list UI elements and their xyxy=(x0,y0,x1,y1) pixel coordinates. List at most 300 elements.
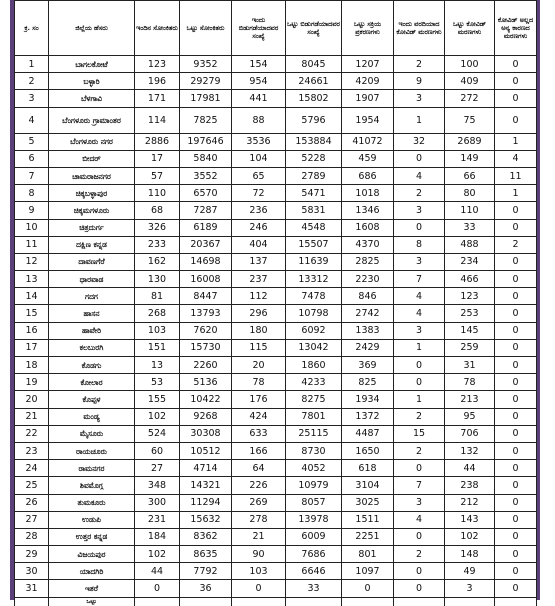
table-cell xyxy=(394,597,445,606)
table-cell: 1907 xyxy=(342,90,394,107)
table-cell: 8 xyxy=(394,236,445,253)
table-cell: 65 xyxy=(232,167,286,184)
table-cell: 8730 xyxy=(286,442,342,459)
table-cell: 233 xyxy=(135,236,180,253)
table-cell: 27 xyxy=(15,511,49,528)
table-cell: 20 xyxy=(232,357,286,374)
table-cell: 196 xyxy=(135,73,180,90)
table-cell: 9268 xyxy=(180,408,232,425)
table-cell: 0 xyxy=(135,580,180,597)
district-name-cell: ತುಮಕೂರು xyxy=(49,494,135,511)
table-cell: 145 xyxy=(445,322,495,339)
header-today-discharged: ಇಂದು ಬಿಡುಗಡೆಯಾದವರ ಸಂಖ್ಯೆ xyxy=(232,1,286,56)
table-cell: 32 xyxy=(394,133,445,150)
table-row xyxy=(15,460,537,477)
table-cell: 369 xyxy=(342,357,394,374)
table-cell: 68 xyxy=(135,202,180,219)
table-cell: 0 xyxy=(495,271,537,288)
table-cell: 268 xyxy=(135,305,180,322)
district-name-cell: ಧಾರವಾಡ xyxy=(49,271,135,288)
table-cell: 1372 xyxy=(342,408,394,425)
district-name-cell: ಗದಗ xyxy=(49,288,135,305)
table-cell: 7792 xyxy=(180,563,232,580)
table-cell: 4548 xyxy=(286,219,342,236)
table-cell: 954 xyxy=(232,73,286,90)
table-cell: 5831 xyxy=(286,202,342,219)
table-cell: 29 xyxy=(15,546,49,563)
table-cell: 0 xyxy=(394,580,445,597)
table-cell: 0 xyxy=(495,339,537,356)
table-cell: 24661 xyxy=(286,73,342,90)
header-serial: ಕ್ರ. ಸಂ xyxy=(15,1,49,56)
table-cell: 23 xyxy=(15,442,49,459)
table-cell: 348 xyxy=(135,477,180,494)
table-cell: 5228 xyxy=(286,150,342,167)
table-cell: 1 xyxy=(495,133,537,150)
table-cell: 296 xyxy=(232,305,286,322)
table-cell: 8635 xyxy=(180,546,232,563)
table-cell: 524 xyxy=(135,425,180,442)
table-cell: 0 xyxy=(394,357,445,374)
table-cell: 123 xyxy=(445,288,495,305)
table-row xyxy=(15,150,537,167)
table-cell: 11 xyxy=(15,236,49,253)
table-cell: 60 xyxy=(135,442,180,459)
table-cell: 2886 xyxy=(135,133,180,150)
table-cell: 234 xyxy=(445,253,495,270)
table-row xyxy=(15,580,537,597)
table-cell: 17981 xyxy=(180,90,232,107)
table-cell: 8362 xyxy=(180,528,232,545)
table-cell: 102 xyxy=(135,546,180,563)
table-cell: 9 xyxy=(15,202,49,219)
table-cell: 11 xyxy=(495,167,537,184)
table-cell: 2825 xyxy=(342,253,394,270)
table-cell: 409 xyxy=(445,73,495,90)
table-cell: 176 xyxy=(232,391,286,408)
district-name-cell: ದಕ್ಷಿಣ ಕನ್ನಡ xyxy=(49,236,135,253)
table-cell: 7801 xyxy=(286,408,342,425)
table-cell: 6570 xyxy=(180,185,232,202)
table-cell: 0 xyxy=(495,408,537,425)
table-cell: 4 xyxy=(394,305,445,322)
district-name-cell: ಬಳ್ಳಾರಿ xyxy=(49,73,135,90)
table-cell: 184 xyxy=(135,528,180,545)
table-cell: 149 xyxy=(445,150,495,167)
table-row xyxy=(15,202,537,219)
table-cell: 10422 xyxy=(180,391,232,408)
table-cell: 0 xyxy=(495,391,537,408)
table-cell: 0 xyxy=(342,580,394,597)
table-row xyxy=(15,56,537,73)
table-cell: 10798 xyxy=(286,305,342,322)
table-cell: 8057 xyxy=(286,494,342,511)
table-cell: 102 xyxy=(135,408,180,425)
table-cell: 44 xyxy=(135,563,180,580)
table-cell: 10512 xyxy=(180,442,232,459)
district-name-cell: ಶಿವಮೊಗ್ಗ xyxy=(49,477,135,494)
table-cell: 1 xyxy=(495,185,537,202)
table-cell: 110 xyxy=(135,185,180,202)
table-cell: 3 xyxy=(445,580,495,597)
table-cell xyxy=(342,597,394,606)
district-name-cell: ಮೈಸೂರು xyxy=(49,425,135,442)
table-cell: 13 xyxy=(15,271,49,288)
table-cell: 231 xyxy=(135,511,180,528)
table-cell: 123 xyxy=(135,56,180,73)
table-cell: 4209 xyxy=(342,73,394,90)
table-cell: 7825 xyxy=(180,107,232,133)
table-cell: 0 xyxy=(394,219,445,236)
table-cell: 15802 xyxy=(286,90,342,107)
table-cell: 213 xyxy=(445,391,495,408)
table-cell: 0 xyxy=(495,90,537,107)
district-name-cell: ಹಾಸನ xyxy=(49,305,135,322)
table-cell: 1934 xyxy=(342,391,394,408)
table-cell: 14698 xyxy=(180,253,232,270)
table-cell: 14 xyxy=(15,288,49,305)
table-cell: 28 xyxy=(15,528,49,545)
table-cell: 31 xyxy=(15,580,49,597)
table-cell: 3 xyxy=(394,90,445,107)
table-cell: 103 xyxy=(232,563,286,580)
table-cell: 153884 xyxy=(286,133,342,150)
table-cell: 180 xyxy=(232,322,286,339)
table-cell: 14321 xyxy=(180,477,232,494)
table-cell: 13312 xyxy=(286,271,342,288)
district-covid-table xyxy=(14,0,537,606)
table-cell: 466 xyxy=(445,271,495,288)
table-cell: 29279 xyxy=(180,73,232,90)
table-cell: 78 xyxy=(445,374,495,391)
table-cell: 0 xyxy=(495,580,537,597)
table-row xyxy=(15,563,537,580)
table-cell: 4 xyxy=(394,511,445,528)
table-cell: 0 xyxy=(495,425,537,442)
table-cell: 21 xyxy=(232,528,286,545)
district-name-cell: ಕೋಲಾರ xyxy=(49,374,135,391)
table-cell: 404 xyxy=(232,236,286,253)
table-cell: 1207 xyxy=(342,56,394,73)
district-name-cell: ಚಾಮರಾಜನಗರ xyxy=(49,167,135,184)
table-row xyxy=(15,288,537,305)
table-cell: 441 xyxy=(232,90,286,107)
table-cell: 0 xyxy=(495,219,537,236)
table-cell: 4 xyxy=(394,167,445,184)
table-cell: 16008 xyxy=(180,271,232,288)
header-today-deaths: ಇಂದು ವರದಿಯಾದ ಕೋವಿಡ್ ಮರಣಗಳು xyxy=(394,1,445,56)
table-cell: 0 xyxy=(495,546,537,563)
table-row xyxy=(15,133,537,150)
table-cell: 10 xyxy=(15,219,49,236)
table-cell: 5796 xyxy=(286,107,342,133)
table-cell: 7 xyxy=(394,477,445,494)
table-row xyxy=(15,90,537,107)
table-cell: 0 xyxy=(232,580,286,597)
district-name-cell: ಮಂಡ್ಯ xyxy=(49,408,135,425)
table-cell: 0 xyxy=(495,322,537,339)
table-row xyxy=(15,305,537,322)
table-cell: 57 xyxy=(135,167,180,184)
table-cell: 7287 xyxy=(180,202,232,219)
table-cell: 151 xyxy=(135,339,180,356)
table-cell: 20 xyxy=(15,391,49,408)
table-cell: 72 xyxy=(232,185,286,202)
table-cell: 6092 xyxy=(286,322,342,339)
table-cell: 12 xyxy=(15,253,49,270)
table-cell: 2 xyxy=(394,408,445,425)
table-cell: 1346 xyxy=(342,202,394,219)
table-cell: 2251 xyxy=(342,528,394,545)
table-cell: 1018 xyxy=(342,185,394,202)
table-cell: 1650 xyxy=(342,442,394,459)
table-cell: 278 xyxy=(232,511,286,528)
table-cell: 0 xyxy=(495,202,537,219)
table-cell: 2 xyxy=(495,236,537,253)
table-cell: 44 xyxy=(445,460,495,477)
header-district: ಜಿಲ್ಲೆಯ ಹೆಸರು xyxy=(49,1,135,56)
table-cell: 137 xyxy=(232,253,286,270)
table-cell: 33 xyxy=(445,219,495,236)
table-cell: 2689 xyxy=(445,133,495,150)
table-cell: 3 xyxy=(394,494,445,511)
table-cell: 5136 xyxy=(180,374,232,391)
table-cell: 0 xyxy=(495,477,537,494)
table-cell: 11639 xyxy=(286,253,342,270)
table-row xyxy=(15,339,537,356)
table-cell xyxy=(135,597,180,606)
table-cell: 36 xyxy=(180,580,232,597)
table-row xyxy=(15,219,537,236)
table-cell: 8275 xyxy=(286,391,342,408)
table-cell: 618 xyxy=(342,460,394,477)
table-cell: 4370 xyxy=(342,236,394,253)
table-cell: 15730 xyxy=(180,339,232,356)
table-cell: 4 xyxy=(15,107,49,133)
table-cell: 8 xyxy=(15,185,49,202)
header-today-cases: ಇಂದಿನ ಸೋಂಕಿತರು xyxy=(135,1,180,56)
table-cell: 4714 xyxy=(180,460,232,477)
table-cell: 130 xyxy=(135,271,180,288)
header-total-discharged: ಒಟ್ಟು ಬಿಡುಗಡೆಯಾದವರ ಸಂಖ್ಯೆ xyxy=(286,1,342,56)
total-label-cell: ಒಟ್ಟು xyxy=(49,597,135,606)
table-cell: 846 xyxy=(342,288,394,305)
table-cell: 0 xyxy=(495,511,537,528)
table-cell: 103 xyxy=(135,322,180,339)
table-cell: 15632 xyxy=(180,511,232,528)
table-cell: 300 xyxy=(135,494,180,511)
table-cell: 0 xyxy=(495,357,537,374)
district-name-cell: ಚಿಕ್ಕಬಳ್ಳಾಪುರ xyxy=(49,185,135,202)
table-cell: 1 xyxy=(394,339,445,356)
table-cell: 3 xyxy=(394,322,445,339)
table-cell: 132 xyxy=(445,442,495,459)
table-cell: 110 xyxy=(445,202,495,219)
table-cell: 2230 xyxy=(342,271,394,288)
table-cell: 633 xyxy=(232,425,286,442)
table-cell: 102 xyxy=(445,528,495,545)
table-cell: 15 xyxy=(15,305,49,322)
table-cell: 53 xyxy=(135,374,180,391)
table-cell: 3025 xyxy=(342,494,394,511)
table-cell: 90 xyxy=(232,546,286,563)
table-cell: 3 xyxy=(394,253,445,270)
district-name-cell: ದಾವಣಗೆರೆ xyxy=(49,253,135,270)
table-cell: 0 xyxy=(495,288,537,305)
district-name-cell: ಬಾಗಲಕೋಟೆ xyxy=(49,56,135,73)
table-cell: 0 xyxy=(495,73,537,90)
table-cell: 0 xyxy=(495,374,537,391)
table-cell: 2429 xyxy=(342,339,394,356)
table-row xyxy=(15,167,537,184)
table-row xyxy=(15,477,537,494)
table-cell: 33 xyxy=(286,580,342,597)
district-name-cell: ಕೊಡಗು xyxy=(49,357,135,374)
district-name-cell: ಬೀದರ್ xyxy=(49,150,135,167)
table-row xyxy=(15,185,537,202)
table-cell: 6646 xyxy=(286,563,342,580)
table-cell: 115 xyxy=(232,339,286,356)
table-cell: 148 xyxy=(445,546,495,563)
table-cell: 801 xyxy=(342,546,394,563)
table-row xyxy=(15,425,537,442)
district-name-cell: ಹಾವೇರಿ xyxy=(49,322,135,339)
table-cell: 13 xyxy=(135,357,180,374)
table-cell: 269 xyxy=(232,494,286,511)
table-cell: 13042 xyxy=(286,339,342,356)
table-cell: 75 xyxy=(445,107,495,133)
table-cell: 1 xyxy=(394,107,445,133)
table-cell: 326 xyxy=(135,219,180,236)
table-cell: 95 xyxy=(445,408,495,425)
table-cell xyxy=(286,597,342,606)
table-cell: 3 xyxy=(394,202,445,219)
table-cell: 1383 xyxy=(342,322,394,339)
table-row xyxy=(15,494,537,511)
table-cell: 30308 xyxy=(180,425,232,442)
table-cell xyxy=(495,597,537,606)
table-cell: 237 xyxy=(232,271,286,288)
table-cell: 25 xyxy=(15,477,49,494)
table-cell: 13978 xyxy=(286,511,342,528)
table-cell: 18 xyxy=(15,357,49,374)
table-cell: 0 xyxy=(394,374,445,391)
table-row xyxy=(15,528,537,545)
district-name-cell: ಉತ್ತರ ಕನ್ನಡ xyxy=(49,528,135,545)
table-cell: 6009 xyxy=(286,528,342,545)
table-cell: 100 xyxy=(445,56,495,73)
table-cell: 6189 xyxy=(180,219,232,236)
table-cell: 7478 xyxy=(286,288,342,305)
table-cell: 31 xyxy=(445,357,495,374)
table-cell: 22 xyxy=(15,425,49,442)
district-name-cell: ರಾಯಚೂರು xyxy=(49,442,135,459)
table-cell: 10979 xyxy=(286,477,342,494)
table-cell: 3552 xyxy=(180,167,232,184)
table-row xyxy=(15,322,537,339)
table-cell: 488 xyxy=(445,236,495,253)
table-cell xyxy=(15,597,49,606)
table-row xyxy=(15,374,537,391)
table-cell: 16 xyxy=(15,322,49,339)
table-cell: 20367 xyxy=(180,236,232,253)
table-cell: 0 xyxy=(495,253,537,270)
table-cell: 25115 xyxy=(286,425,342,442)
header-total-cases: ಒಟ್ಟು ಸೋಂಕಿತರು xyxy=(180,1,232,56)
table-cell: 9352 xyxy=(180,56,232,73)
table-cell: 3536 xyxy=(232,133,286,150)
header-non-covid-deaths: ಕೋವಿಡ್ ಅಲ್ಲದ ಅನ್ಯ ಕಾರಣದ ಮರಣಗಳು xyxy=(495,1,537,56)
district-name-cell: ಕಲಬುರಗಿ xyxy=(49,339,135,356)
table-cell: 0 xyxy=(394,563,445,580)
table-cell: 246 xyxy=(232,219,286,236)
table-cell: 78 xyxy=(232,374,286,391)
table-cell: 2260 xyxy=(180,357,232,374)
district-name-cell: ಉಡುಪಿ xyxy=(49,511,135,528)
table-cell: 424 xyxy=(232,408,286,425)
district-name-cell: ರಾಮನಗರ xyxy=(49,460,135,477)
header-active-cases: ಒಟ್ಟು ಸಕ್ರಿಯ ಪ್ರಕರಣಗಳು xyxy=(342,1,394,56)
district-name-cell: ಇತರೆ xyxy=(49,580,135,597)
table-cell: 27 xyxy=(135,460,180,477)
table-cell: 0 xyxy=(495,442,537,459)
table-cell: 155 xyxy=(135,391,180,408)
table-cell: 104 xyxy=(232,150,286,167)
table-cell: 171 xyxy=(135,90,180,107)
table-cell: 0 xyxy=(495,305,537,322)
table-cell: 26 xyxy=(15,494,49,511)
table-cell: 114 xyxy=(135,107,180,133)
table-cell: 7620 xyxy=(180,322,232,339)
table-cell: 706 xyxy=(445,425,495,442)
table-cell: 226 xyxy=(232,477,286,494)
table-row xyxy=(15,511,537,528)
table-row xyxy=(15,236,537,253)
table-cell: 4 xyxy=(495,150,537,167)
table-cell: 0 xyxy=(495,107,537,133)
district-name-cell: ವಿಜಯಪುರ xyxy=(49,546,135,563)
table-cell: 3 xyxy=(15,90,49,107)
table-cell: 4233 xyxy=(286,374,342,391)
table-cell: 143 xyxy=(445,511,495,528)
report-frame xyxy=(10,0,540,606)
district-name-cell: ಯಾದಗಿರಿ xyxy=(49,563,135,580)
table-cell: 686 xyxy=(342,167,394,184)
header-row xyxy=(15,1,537,56)
table-cell: 1860 xyxy=(286,357,342,374)
table-cell: 5840 xyxy=(180,150,232,167)
table-cell: 253 xyxy=(445,305,495,322)
table-cell: 7686 xyxy=(286,546,342,563)
table-cell: 0 xyxy=(394,528,445,545)
table-cell: 8045 xyxy=(286,56,342,73)
table-cell: 15507 xyxy=(286,236,342,253)
table-row xyxy=(15,73,537,90)
table-cell: 197646 xyxy=(180,133,232,150)
table-row xyxy=(15,271,537,288)
table-cell: 2 xyxy=(394,56,445,73)
table-cell: 24 xyxy=(15,460,49,477)
table-cell: 1608 xyxy=(342,219,394,236)
table-cell: 1097 xyxy=(342,563,394,580)
table-cell: 1954 xyxy=(342,107,394,133)
table-cell: 2 xyxy=(15,73,49,90)
table-cell: 17 xyxy=(15,339,49,356)
table-cell: 21 xyxy=(15,408,49,425)
table-cell: 0 xyxy=(495,494,537,511)
district-name-cell: ಚಿಕ್ಕಮಗಳೂರು xyxy=(49,202,135,219)
table-cell: 0 xyxy=(495,56,537,73)
